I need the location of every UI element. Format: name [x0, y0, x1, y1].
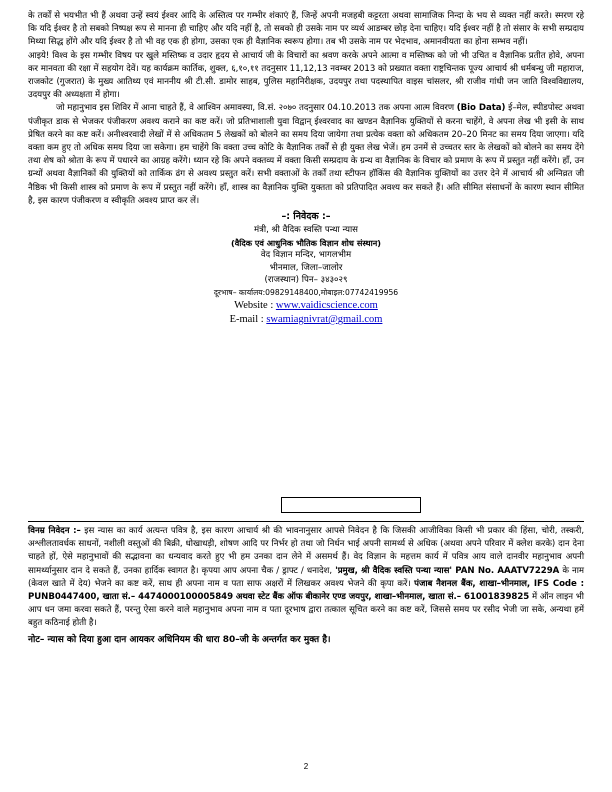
appeal-paragraph [28, 525, 584, 631]
bank-account-pnb: पंजाब नैशनल बैंक, शाखा–भीनमाल, IFS Code : PUNB0447400, खाता सं.– 4474000100005849 [28, 578, 584, 603]
paragraph-invitation: आइये! विश्व के इस गम्भीर विषय पर खुले मस्तिष्क व उदार हृदय से आचार्य जी के विचारों का श्रवण करके अपने आत्मा व मस्तिष्क को जो भी उचित व वैज्ञानिक प्रतीत होवे, अपना कर मानवता की रक्षा में सहयोग देवें। यह कार्यक्रम कार्तिक, शुक्ल, ६,१०,११ तदनुसार 11,12,13 नवम्बर 2013 को प्रख्यात वक्ता राष्ट्रचिन्तक पूज्य आचार्य श्री धर्मबन्धु जी महाराज, राजकोट (गुजरात) के मुख्य आतिथ्य एवं माननीय श्री टी.सी. डामोर साहब, पुलिस महानिरीक्षक, उदयपुर तथा पदस्थापित वाइस चांसलर, श्री राजीव गांधी जन जाति विश्वविद्यालय, उदयपुर की अध्यक्षता में होगा। [28, 50, 584, 101]
nivedak-address-temple: वेद विज्ञान मन्दिर, भागलभीम [260, 250, 352, 261]
appeal-lead: विनम्र निवेदन :– [28, 526, 81, 536]
nivedak-secretary: मंत्री, श्री वैदिक स्वस्ति पन्था न्यास [253, 225, 358, 236]
email-line [28, 313, 584, 327]
paragraph-intro: के तर्कों से भयभीत भी हैं अथवा उन्हें स्वयं ईश्वर आदि के अस्तित्व पर गम्भीर शंकाएं हैं, जिन्हें अपनी मजहबी कट्टरता अथवा सामाजिक निन्दा के भय से व्यक्त नहीं करते। स्मरण रहे कि यदि ईश्वर है तो सबको निष्पक्ष रूप से मानना ही चाहिए और यदि नहीं है, तो सबको ही उसके नाम पर व्यर्थ आडम्बर छोड़ देना चाहिए। यदि ईश्वर नहीं है तो संसार के सभी सम्प्रदाय मिथ्या सिद्ध होंगे और यदि ईश्वर है तो भी वह एक ही होगा, उसका एक ही वैज्ञानिक स्वरूप होगा। तब भी उसके नाम पर भेदभाव, अमानवीयता का होना सम्भव नहीं। [28, 11, 584, 48]
nivedak-institute: (वैदिक एवं आधुनिक भौतिक विज्ञान शोध संस्थान) [230, 237, 382, 248]
website-line [28, 299, 584, 313]
tax-note: नोट– न्यास को दिया हुआ दान आयकर अधिनियम की धारा 80–जी के अन्तर्गत कर मुक्त है। [28, 634, 331, 645]
nivedak-address-pin: (राजस्थान) पिन– ३४३०२९ [264, 275, 348, 286]
email-label: E-mail : [229, 314, 267, 326]
appeal-section [28, 521, 584, 647]
nivedak-phone: दूरभाष– कार्यालय:09829148400,मोबाइल:07742419956 [213, 288, 399, 298]
main-content [28, 10, 584, 327]
bio-data-term: (Bio Data) [456, 103, 506, 114]
bank-account-sbbj: अथवा स्टेट बैंक ऑफ बीकानेर एण्ड जयपुर, शाखा–भीनमाल, खाता सं.– 61001839825 [235, 592, 530, 603]
website-link[interactable]: www.vaidicscience.com [275, 300, 378, 312]
pan-number: PAN No. AAATV7229A [451, 565, 560, 576]
appeal-text-4: में ऑन लाइन भी आप धन जमा करवा सकते हैं, परन्तु ऐसा करने वाले महानुभाव अपना नाम व पता दूरभाष द्वारा तत्काल सूचित करने का कष्ट करें, जिससे समय पर रसीद भेजी जा सके, अन्यथा हमें बहुत कठिनाई होती है। [28, 592, 584, 629]
appeal-text-2: के नाम (केवल खाते में देय) भेजने का कष्ट करें, साथ ही अपना नाम व पता साफ अक्षरों में लिखकर अवश्य भेजने की कृपा करें। [28, 565, 585, 589]
website-label: Website : [234, 300, 276, 312]
email-frame [281, 497, 421, 513]
appeal-text-1: इस न्यास का कार्य अत्यन्त पवित्र है, इस कारण आचार्य श्री की भावनानुसार आपसे निवेदन है कि जिसकी आजीविका किसी भी प्रकार की हिंसा, चोरी, तस्करी, अश्लीलतावर्धक साधनों, नशीली वस्तुओं की बिक्री, धोखाधड़ी, शोषण आदि पर निर्भर हो तथा जो निर्धन भाई अपनी सामर्थ्य से अधिक (अथवा अपने परिवार में क्लेश करके) दान देना चाहते हों, ऐसे महानुभावों की सद्भावना का धन्यवाद करते हुए भी हम उनका दान लेने में असमर्थ हैं। वेद विज्ञान के महत्तम कार्य में पवित्र आय वाले दानवीर महानुभाव अपनी सामर्थ्यानुसार दान दे सकते हैं, उनका हार्दिक स्वागत है। कृपया आप अपना चैक / ड्राफ्ट / धनादेश, [28, 526, 585, 576]
email-link[interactable]: swamiagnivrat@gmail.com [266, 314, 383, 326]
nivedak-heading: –: निवेदक :– [281, 211, 331, 223]
registration-text-start: जो महानुभाव इस शिविर में आना चाहते हैं, वे आश्विन अमावस्या, वि.सं. २०७० तदनुसार 04.10.2013 तक अपना आत्म विवरण [56, 103, 457, 114]
nivedak-address-city: भीनमाल, जिला–जालोर [269, 262, 343, 273]
registration-text-body: ई–मेल, स्पीडपोस्ट अथवा पंजीकृत डाक से भेजकर पंजीकरण अवश्य कराने का कष्ट करें। जो प्रतिभाशाली युवा विद्वान् ईश्वरवाद का खण्डन वैज्ञानिक युक्तियों से करना चाहेंगे, वे अपना लेख भी इसी के साथ प्रेषित करने का कष्ट करें। अनीश्वरवादी लेखों में से अधिकतम 5 लेखकों को बोलने का समय दिया जायेगा तथा प्रत्येक वक्ता को अधिकतम 20–20 मिनट का समय दिया जाएगा। यदि वक्ता कम हुए तो अधिक समय दिया जा सकेगा। हम चाहेंगे कि वक्ता उच्च कोटि के वैज्ञानिक तर्कों से ही युक्त लेख भेजें। हम उनमें से उच्चतर स्तर के लेखकों को बोलने का समय देंगे तथा शेष को श्रोता के रूप में पधारने का आग्रह करेंगे। ध्यान रहे कि अपने वक्तव्य में वक्ता किसी सम्प्रदाय के ग्रन्थ वा वैज्ञानिक के विचार को प्रमाण के रूप में प्रस्तुत नहीं करेंगे। हाँ, उन ग्रन्थों अथवा वैज्ञानिकों की युक्तियों को तार्किक ढंग से अवश्य प्रस्तुत करें। सभी वक्ताओं के तर्कों तथा स्टीफन हॉकिंस की वैज्ञानिक युक्तियों का उत्तर देने में आचार्य श्री अग्निव्रत जी नैष्ठिक भी किसी शास्त्र को प्रमाण के रूप में प्रस्तुत नहीं करेंगे। हाँ, शास्त्र का वैज्ञानिक युक्ति युक्तता को प्रतिपादित अवश्य कर सकते हैं। अति सीमित संसाधनों के कारण स्थान सीमित है, इस कारण पंजीकरण व स्वीकृति अवश्य प्राप्त कर लें। [28, 103, 584, 206]
trust-name: 'प्रमुख, श्री वैदिक स्वस्ति पन्था न्यास' [335, 565, 452, 576]
nivedak-block [28, 210, 584, 327]
paragraph-registration [28, 102, 584, 208]
page-number: 2 [303, 762, 309, 771]
